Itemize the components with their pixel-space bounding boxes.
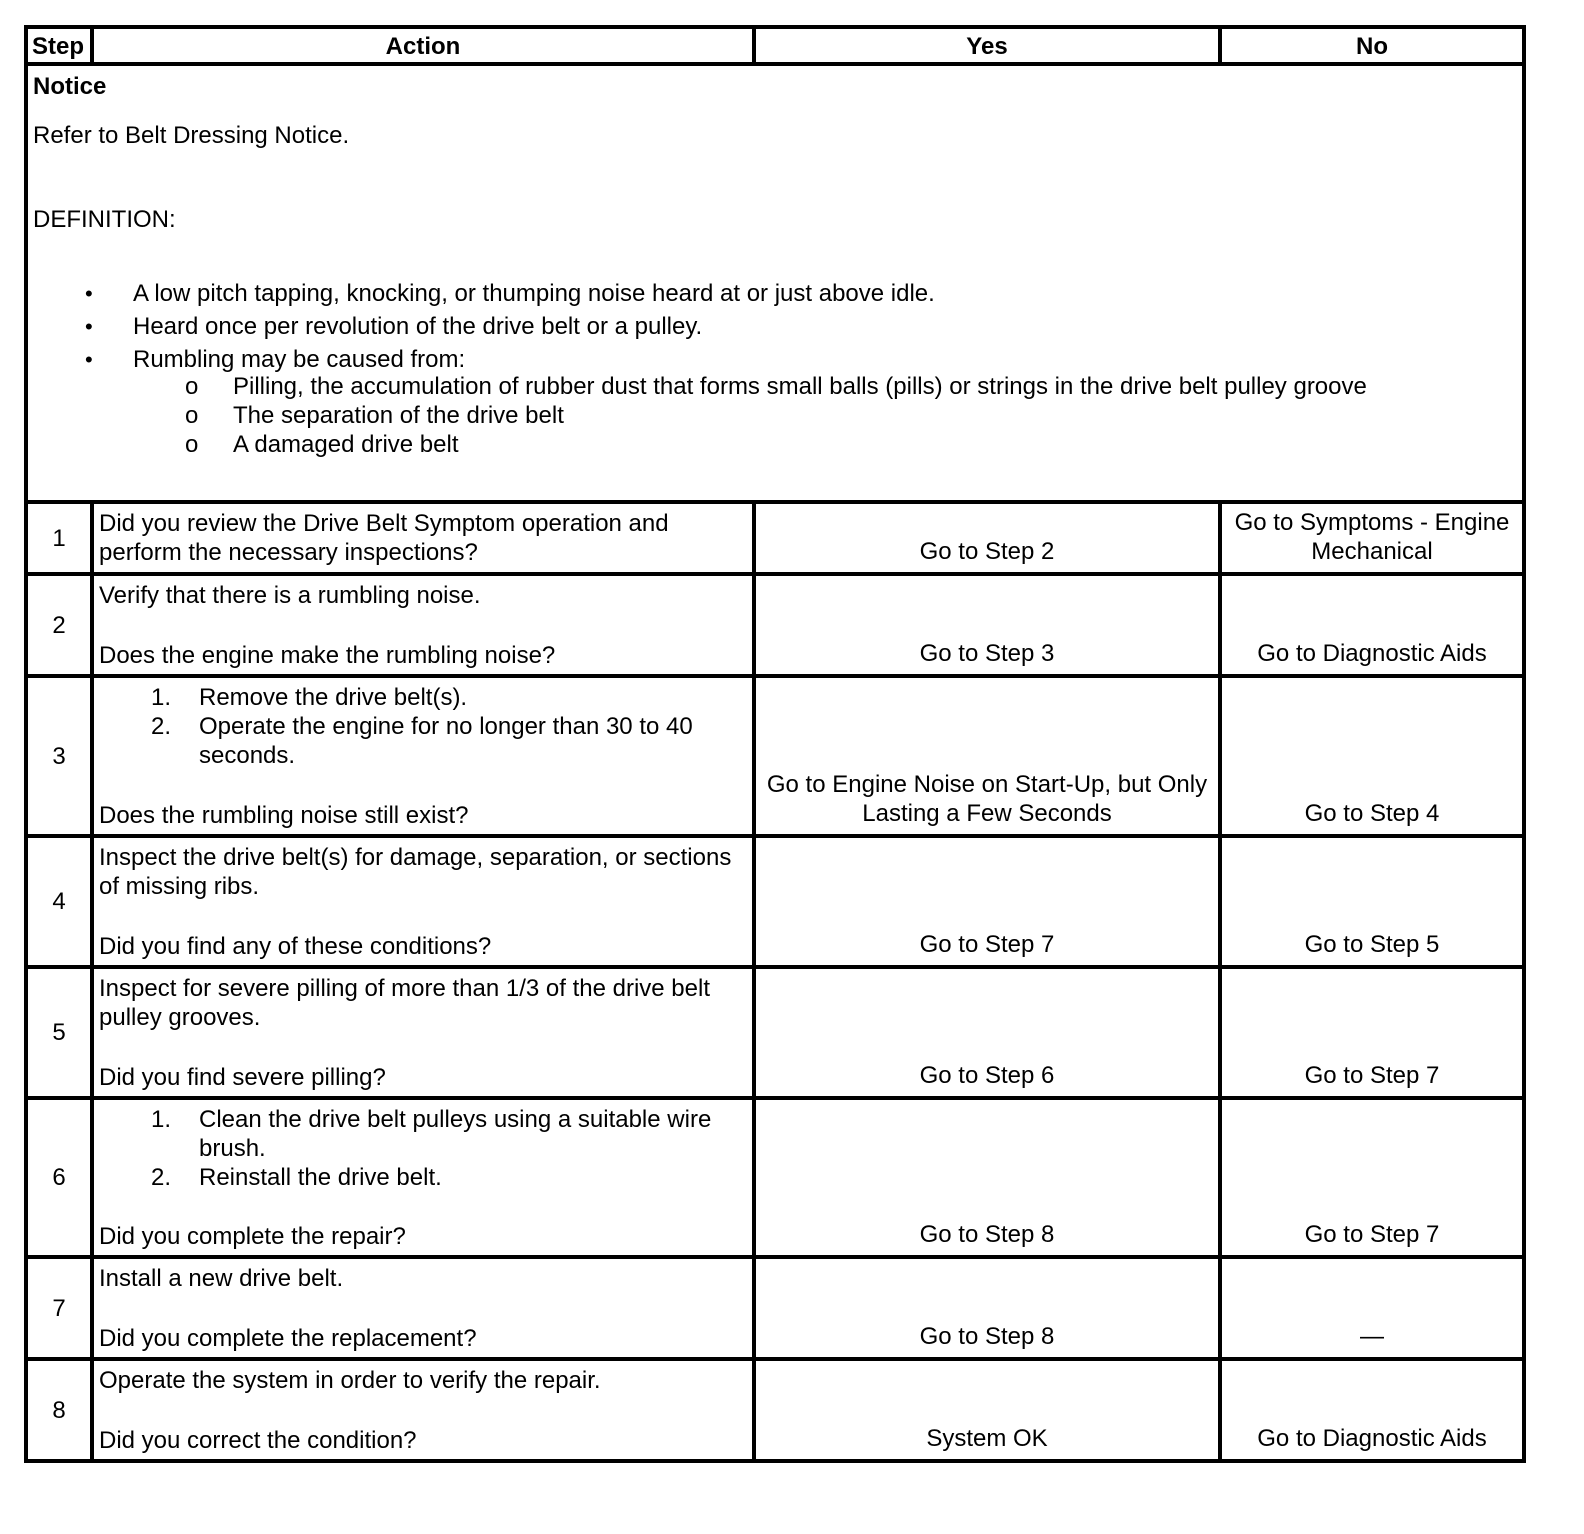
no-cell: Go to Step 7 (1220, 1098, 1524, 1257)
procedure-text: Remove the drive belt(s). (199, 684, 468, 711)
definition-item (33, 310, 1516, 343)
procedure-number: 2. (151, 713, 172, 740)
action-cell (92, 967, 754, 1098)
step-number: 8 (26, 1359, 92, 1461)
cause-item-text: The separation of the drive belt (233, 402, 564, 429)
bullet-icon: • (85, 347, 93, 372)
definition-label: DEFINITION: (33, 206, 176, 233)
bullet-icon: • (85, 314, 93, 339)
step-number: 1 (26, 502, 92, 574)
step-number: 7 (26, 1257, 92, 1359)
step-header: Step (26, 27, 92, 64)
step-row-8 (26, 1359, 1524, 1461)
step-number: 6 (26, 1098, 92, 1257)
action-text: Inspect the drive belt(s) for damage, separation, or sections of missing ribs. (99, 844, 732, 900)
circle-bullet-icon: o (185, 402, 199, 429)
step-number: 5 (26, 967, 92, 1098)
procedure-item (99, 712, 747, 770)
action-text: Operate the system in order to verify the repair. (99, 1367, 601, 1394)
action-stack (99, 683, 747, 830)
step-row-3 (26, 676, 1524, 836)
action-question: Did you correct the condition? (99, 1427, 417, 1454)
definition-item-text: Rumbling may be caused from: (133, 346, 466, 373)
notice-title: Notice (33, 73, 107, 100)
notice-cell (26, 64, 1524, 502)
procedure-number: 2. (151, 1164, 172, 1191)
definition-item-text: Heard once per revolution of the drive belt or a pulley. (133, 313, 703, 340)
action-text: Did you review the Drive Belt Symptom operation and perform the necessary inspections? (99, 510, 669, 566)
step-number: 2 (26, 574, 92, 676)
notice-text: Refer to Belt Dressing Notice. (33, 122, 350, 149)
no-cell: Go to Diagnostic Aids (1220, 1359, 1524, 1461)
definition-item (33, 343, 1516, 459)
definition-item (33, 277, 1516, 310)
action-cell (92, 676, 754, 836)
yes-cell: Go to Step 7 (754, 836, 1220, 967)
yes-cell: Go to Step 6 (754, 967, 1220, 1098)
step-number: 4 (26, 836, 92, 967)
procedure-number: 1. (151, 684, 172, 711)
action-cell (92, 1359, 754, 1461)
procedure-item (99, 1105, 747, 1163)
no-cell: Go to Step 7 (1220, 967, 1524, 1098)
header-row (26, 27, 1524, 64)
action-stack (99, 1264, 747, 1353)
action-question: Did you find severe pilling? (99, 1064, 386, 1091)
no-cell: Go to Step 5 (1220, 836, 1524, 967)
action-cell (92, 574, 754, 676)
yes-cell: Go to Step 8 (754, 1098, 1220, 1257)
circle-bullet-icon: o (185, 431, 199, 458)
action-stack (99, 843, 747, 961)
action-stack (99, 1105, 747, 1251)
cause-item-text: Pilling, the accumulation of rubber dust that forms small balls (pills) or strings in the drive belt pulley groove (233, 373, 1367, 400)
no-cell: — (1220, 1257, 1524, 1359)
action-question: Did you find any of these conditions? (99, 933, 492, 960)
circle-bullet-icon: o (185, 373, 199, 400)
action-cell (92, 1098, 754, 1257)
action-question: Does the rumbling noise still exist? (99, 802, 469, 829)
cause-item-text: A damaged drive belt (233, 431, 459, 458)
action-text: Verify that there is a rumbling noise. (99, 582, 481, 609)
action-cell (92, 836, 754, 967)
no-cell: Go to Symptoms - Engine Mechanical (1220, 502, 1524, 574)
procedure-list (99, 1105, 747, 1192)
action-question: Did you complete the replacement? (99, 1325, 477, 1352)
procedure-number: 1. (151, 1106, 172, 1133)
yes-header: Yes (754, 27, 1220, 64)
action-text: Inspect for severe pilling of more than 1/3 of the drive belt pulley grooves. (99, 975, 711, 1031)
step-row-7 (26, 1257, 1524, 1359)
yes-cell: Go to Step 8 (754, 1257, 1220, 1359)
action-cell (92, 502, 754, 574)
yes-cell: Go to Step 2 (754, 502, 1220, 574)
bullet-icon: • (85, 281, 93, 306)
procedure-list (99, 683, 747, 770)
cause-list (133, 372, 1516, 459)
definition-item-text: A low pitch tapping, knocking, or thumping noise heard at or just above idle. (133, 280, 935, 307)
procedure-text: Reinstall the drive belt. (199, 1164, 442, 1191)
yes-cell: System OK (754, 1359, 1220, 1461)
action-stack (99, 1366, 747, 1455)
action-question: Does the engine make the rumbling noise? (99, 642, 556, 669)
no-cell: Go to Diagnostic Aids (1220, 574, 1524, 676)
yes-cell: Go to Step 3 (754, 574, 1220, 676)
no-cell: Go to Step 4 (1220, 676, 1524, 836)
step-row-5 (26, 967, 1524, 1098)
step-row-1 (26, 502, 1524, 574)
procedure-item (99, 1163, 747, 1192)
definition-list (33, 277, 1516, 459)
cause-item (133, 372, 1516, 401)
action-stack (99, 581, 747, 670)
yes-cell: Go to Engine Noise on Start-Up, but Only Lasting a Few Seconds (754, 676, 1220, 836)
procedure-text: Clean the drive belt pulleys using a suitable wire brush. (199, 1106, 712, 1162)
action-cell (92, 1257, 754, 1359)
procedure-item (99, 683, 747, 712)
notice-row (26, 64, 1524, 502)
step-row-6 (26, 1098, 1524, 1257)
action-stack (99, 974, 747, 1092)
no-header: No (1220, 27, 1524, 64)
action-question: Did you complete the repair? (99, 1223, 406, 1250)
step-row-4 (26, 836, 1524, 967)
diagnostic-table (24, 25, 1526, 1463)
procedure-text: Operate the engine for no longer than 30 to 40 seconds. (199, 713, 693, 769)
cause-item (133, 401, 1516, 430)
action-header: Action (92, 27, 754, 64)
action-text: Install a new drive belt. (99, 1265, 344, 1292)
step-number: 3 (26, 676, 92, 836)
cause-item (133, 430, 1516, 459)
step-row-2 (26, 574, 1524, 676)
